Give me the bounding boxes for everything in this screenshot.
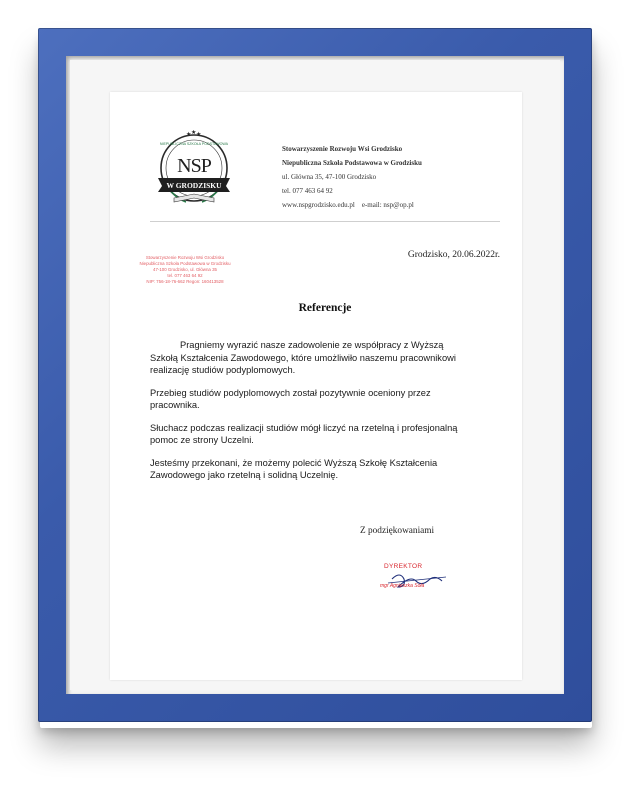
handwritten-signature	[370, 565, 462, 595]
school-logo-emblem	[150, 130, 238, 212]
logo-monogram: NSP	[177, 155, 211, 177]
address: ul. Główna 35, 47-100 Grodzisko	[282, 173, 377, 181]
svg-text:★: ★	[191, 130, 197, 136]
paragraph: Pragniemy wyrazić nasze zadowolenie ze współpracy z Wyższą Szkołą Kształcenia Zawodowego, które umożliwiło naszemu pracownikowi realizację studiów podyplomowych.	[150, 340, 456, 375]
paragraph: Słuchacz podczas realizacji studiów mógł liczyć na rzetelną i profesjonalną pomoc ze strony Uczelni.	[150, 422, 458, 445]
school-name: Niepubliczna Szkoła Podstawowa w Grodzisku	[282, 159, 422, 167]
web-email: www.nspgrodzisko.edu.pl e-mail: nsp@op.pl	[282, 201, 414, 209]
letterhead	[282, 142, 502, 212]
stamp-line: 47-100 Grodzisko, ul. Główna 35	[153, 267, 217, 272]
stamp-line: Niepubliczna Szkoła Podstawowa w Grodzisku	[139, 261, 231, 266]
org-name: Stowarzyszenie Rozwoju Wsi Grodzisko	[282, 145, 403, 153]
letterhead-divider	[150, 221, 500, 222]
logo-ribbon-text: W GRODZISKU	[166, 181, 222, 190]
signature-title: DYREKTOR	[384, 563, 423, 570]
letter-title: Referencje	[298, 302, 352, 314]
school-stamp	[122, 255, 248, 291]
signature-name: mgr Agnieszka Soła	[380, 583, 425, 589]
closing-phrase: Z podziękowaniami	[360, 526, 435, 536]
stamp-line: NIP: 756-18-76-662 Regon: 160413528	[146, 279, 224, 284]
logo-arc-text: NIEPUBLICZNA SZKOŁA PODSTAWOWA	[159, 142, 229, 146]
svg-text:★: ★	[196, 131, 202, 138]
phone: tel. 077 463 64 92	[282, 187, 333, 195]
paragraph: Przebieg studiów podyplomowych został pozytywnie oceniony przez pracownika.	[150, 387, 431, 410]
stamp-line: Stowarzyszenie Rozwoju Wsi Grodzisko	[145, 255, 225, 260]
letter-body	[150, 339, 470, 492]
letter-date: Grodzisko, 20.06.2022r.	[407, 250, 500, 260]
stamp-line: tel. 077 463 64 92	[167, 273, 203, 278]
school-logo	[150, 130, 238, 212]
svg-text:★: ★	[186, 131, 192, 138]
paragraph: Jesteśmy przekonani, że możemy polecić Wyższą Szkołę Kształcenia Zawodowego jako rzetelną i solidną Uczelnię.	[150, 457, 438, 480]
signature-stamp	[370, 563, 462, 595]
